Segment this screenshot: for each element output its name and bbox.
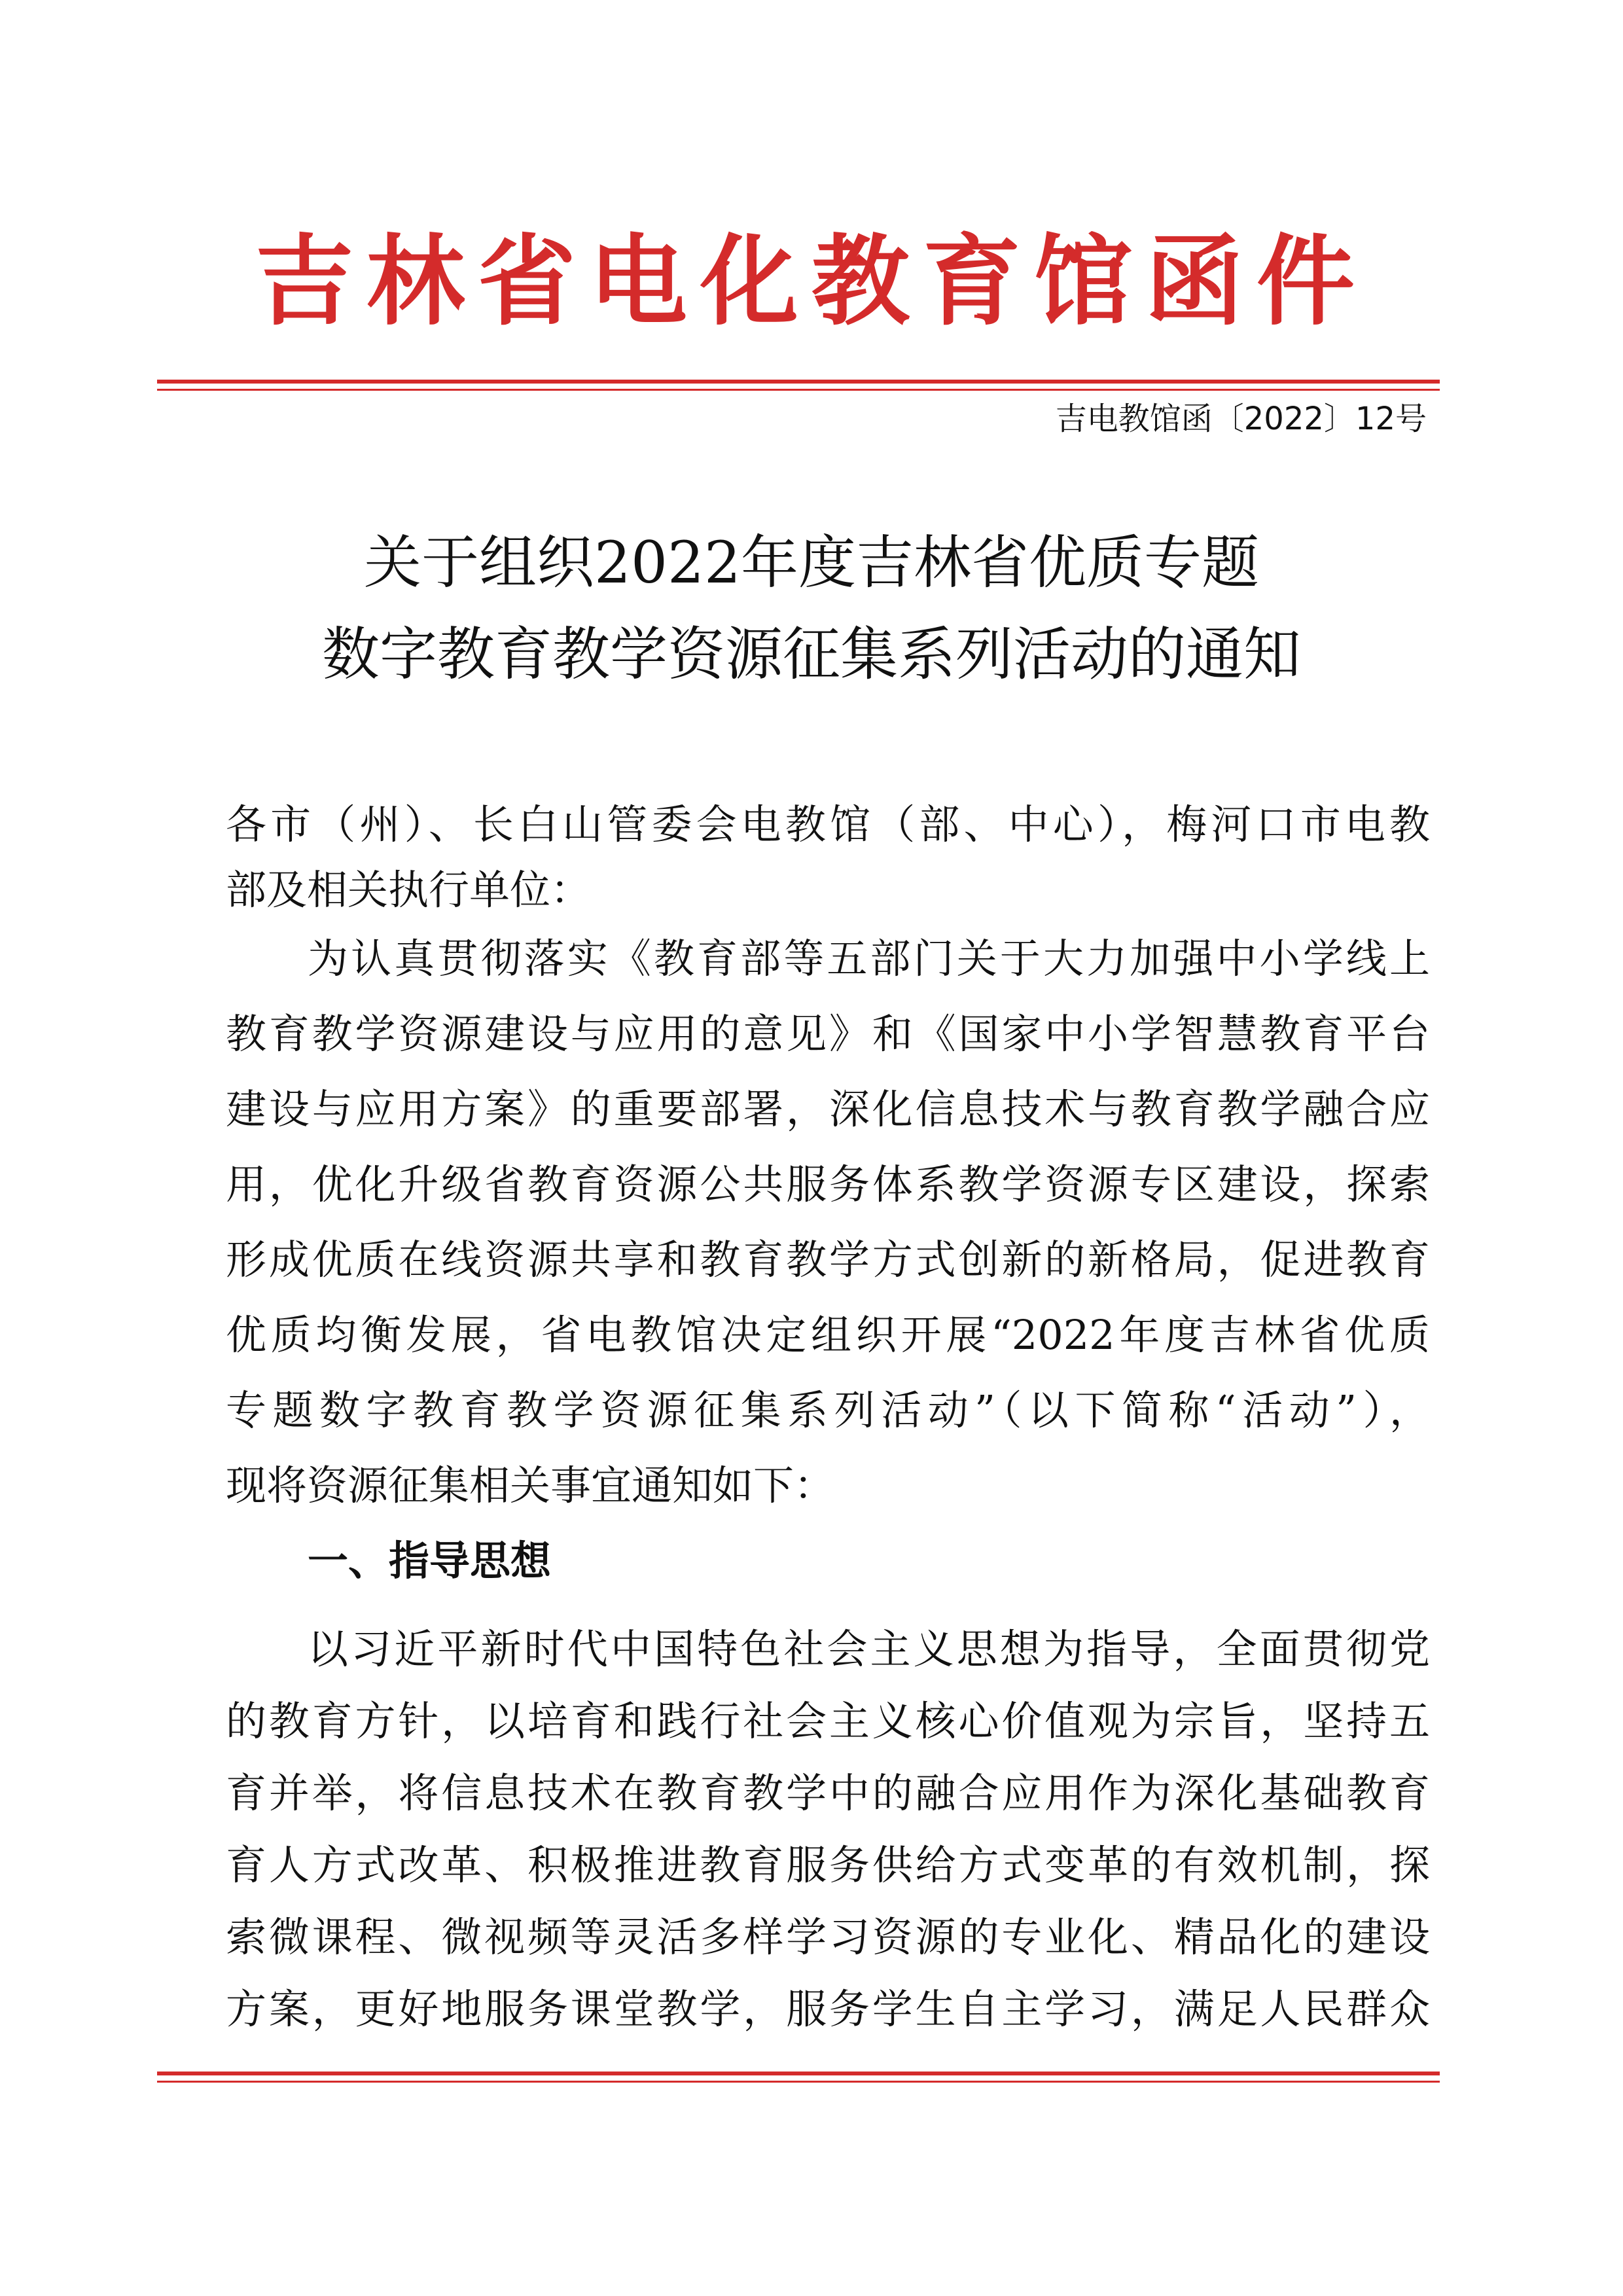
salutation-line: 各市（州）、长白山管委会电教馆（部、中心），梅河口市电教 <box>226 800 1430 848</box>
paragraph-line: 专题数字教育教学资源征集系列活动”（以下简称“活动”）， <box>226 1386 1430 1434</box>
masthead-title: 吉林省电化教育馆函件 <box>255 224 1368 339</box>
header-rule-thin <box>157 389 1440 391</box>
paragraph-line: 育并举，将信息技术在教育教学中的融合应用作为深化基础教育 <box>226 1769 1430 1817</box>
title-line-2: 数字教育教学资源征集系列活动的通知 <box>321 620 1301 688</box>
paragraph-line: 的教育方针，以培育和践行社会主义核心价值观为宗旨，坚持五 <box>226 1697 1430 1745</box>
document-number: 吉电教馆函〔2022〕12号 <box>1055 401 1427 437</box>
paragraph-line: 优质均衡发展，省电教馆决定组织开展“2022年度吉林省优质 <box>226 1311 1430 1359</box>
paragraph-line: 方案，更好地服务课堂教学，服务学生自主学习，满足人民群众 <box>226 1985 1430 2033</box>
paragraph-line: 索微课程、微视频等灵活多样学习资源的专业化、精品化的建设 <box>226 1913 1430 1961</box>
section-heading: 一、指导思想 <box>308 1537 552 1585</box>
paragraph-line: 形成优质在线资源共享和教育教学方式创新的新格局，促进教育 <box>226 1236 1430 1283</box>
paragraph-line: 为认真贯彻落实《教育部等五部门关于大力加强中小学线上 <box>308 935 1430 982</box>
paragraph-line: 用，优化升级省教育资源公共服务体系教学资源专区建设，探索 <box>226 1160 1430 1208</box>
paragraph-line: 以习近平新时代中国特色社会主义思想为指导，全面贯彻党 <box>308 1625 1430 1673</box>
salutation-line: 部及相关执行单位： <box>226 866 592 914</box>
title-line-1: 关于组织2022年度吉林省优质专题 <box>364 529 1259 596</box>
paragraph-line: 建设与应用方案》的重要部署，深化信息技术与教育教学融合应 <box>226 1085 1430 1133</box>
footer-rule-thin <box>157 2081 1440 2083</box>
paragraph-line: 现将资源征集相关事宜通知如下： <box>226 1462 835 1509</box>
footer-rule-thick <box>157 2072 1440 2075</box>
paragraph-line: 育人方式改革、积极推进教育服务供给方式变革的有效机制，探 <box>226 1841 1430 1889</box>
paragraph-line: 教育教学资源建设与应用的意见》和《国家中小学智慧教育平台 <box>226 1010 1430 1058</box>
header-rule-thick <box>157 380 1440 384</box>
